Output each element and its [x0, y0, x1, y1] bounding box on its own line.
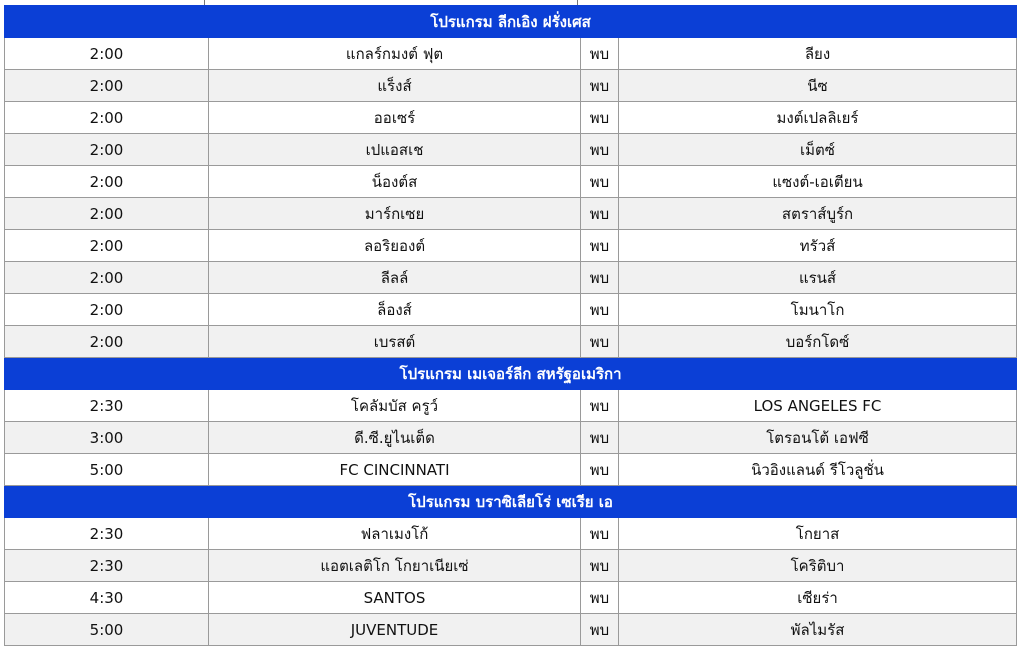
kickoff-time: 2:00: [5, 294, 209, 326]
versus-label: พบ: [581, 230, 619, 262]
home-team: ออเซร์: [209, 102, 581, 134]
match-row: [5, 326, 1017, 358]
kickoff-time: 4:30: [5, 582, 209, 614]
home-team: แอตเลติโก โกยาเนียเซ่: [209, 550, 581, 582]
match-row: [5, 134, 1017, 166]
section-header: [5, 358, 1017, 390]
versus-label: พบ: [581, 390, 619, 422]
away-team: โตรอนโต้ เอฟซี: [619, 422, 1017, 454]
section-title: โปรแกรม เมเจอร์ลีก สหรัฐอเมริกา: [5, 358, 1017, 390]
versus-label: พบ: [581, 326, 619, 358]
match-row: [5, 230, 1017, 262]
match-row: [5, 518, 1017, 550]
home-team: ลีลล์: [209, 262, 581, 294]
home-team: แกลร์กมงต์ ฟุต: [209, 38, 581, 70]
match-row: [5, 166, 1017, 198]
versus-label: พบ: [581, 134, 619, 166]
home-team: แร็งส์: [209, 70, 581, 102]
versus-label: พบ: [581, 70, 619, 102]
kickoff-time: 2:00: [5, 70, 209, 102]
home-team: น็องต์ส: [209, 166, 581, 198]
match-row: [5, 102, 1017, 134]
home-team: ล็องส์: [209, 294, 581, 326]
home-team: เปแอสเช: [209, 134, 581, 166]
versus-label: พบ: [581, 294, 619, 326]
away-team: บอร์กโดซ์: [619, 326, 1017, 358]
kickoff-time: 2:00: [5, 134, 209, 166]
fixtures-table: [4, 5, 1017, 646]
kickoff-time: 2:30: [5, 518, 209, 550]
away-team: ลียง: [619, 38, 1017, 70]
match-row: [5, 422, 1017, 454]
match-row: [5, 294, 1017, 326]
kickoff-time: 2:00: [5, 102, 209, 134]
fixtures-body: [5, 6, 1017, 646]
kickoff-time: 2:00: [5, 230, 209, 262]
home-team: เบรสต์: [209, 326, 581, 358]
kickoff-time: 5:00: [5, 614, 209, 646]
away-team: แซงต์-เอเตียน: [619, 166, 1017, 198]
home-team: JUVENTUDE: [209, 614, 581, 646]
kickoff-time: 5:00: [5, 454, 209, 486]
versus-label: พบ: [581, 582, 619, 614]
versus-label: พบ: [581, 422, 619, 454]
versus-label: พบ: [581, 38, 619, 70]
away-team: มงต์เปลลิเยร์: [619, 102, 1017, 134]
away-team: แรนส์: [619, 262, 1017, 294]
versus-label: พบ: [581, 102, 619, 134]
kickoff-time: 2:00: [5, 38, 209, 70]
home-team: โคลัมบัส ครูว์: [209, 390, 581, 422]
kickoff-time: 2:00: [5, 166, 209, 198]
home-team: ลอริยองต์: [209, 230, 581, 262]
versus-label: พบ: [581, 518, 619, 550]
match-row: [5, 454, 1017, 486]
section-header: [5, 486, 1017, 518]
away-team: เม็ตซ์: [619, 134, 1017, 166]
home-team: SANTOS: [209, 582, 581, 614]
away-team: โกยาส: [619, 518, 1017, 550]
away-team: สตราส์บูร์ก: [619, 198, 1017, 230]
versus-label: พบ: [581, 454, 619, 486]
home-team: ดี.ซี.ยูไนเต็ด: [209, 422, 581, 454]
kickoff-time: 2:30: [5, 550, 209, 582]
section-title: โปรแกรม บราซิเลียโร่ เซเรีย เอ: [5, 486, 1017, 518]
home-team: FC CINCINNATI: [209, 454, 581, 486]
away-team: ทรัวส์: [619, 230, 1017, 262]
versus-label: พบ: [581, 166, 619, 198]
versus-label: พบ: [581, 262, 619, 294]
kickoff-time: 2:00: [5, 198, 209, 230]
kickoff-time: 2:00: [5, 262, 209, 294]
away-team: เซียร่า: [619, 582, 1017, 614]
match-row: [5, 614, 1017, 646]
away-team: โคริติบา: [619, 550, 1017, 582]
away-team: โมนาโก: [619, 294, 1017, 326]
match-row: [5, 582, 1017, 614]
section-header: [5, 6, 1017, 38]
kickoff-time: 2:00: [5, 326, 209, 358]
kickoff-time: 3:00: [5, 422, 209, 454]
home-team: ฟลาเมงโก้: [209, 518, 581, 550]
away-team: นิวอิงแลนด์ รีโวลูชั่น: [619, 454, 1017, 486]
section-title: โปรแกรม ลีกเอิง ฝรั่งเศส: [5, 6, 1017, 38]
kickoff-time: 2:30: [5, 390, 209, 422]
match-row: [5, 70, 1017, 102]
versus-label: พบ: [581, 614, 619, 646]
away-team: LOS ANGELES FC: [619, 390, 1017, 422]
match-row: [5, 550, 1017, 582]
match-row: [5, 262, 1017, 294]
versus-label: พบ: [581, 550, 619, 582]
away-team: นีซ: [619, 70, 1017, 102]
versus-label: พบ: [581, 198, 619, 230]
match-row: [5, 390, 1017, 422]
match-row: [5, 38, 1017, 70]
match-row: [5, 198, 1017, 230]
away-team: พัลไมรัส: [619, 614, 1017, 646]
home-team: มาร์กเซย: [209, 198, 581, 230]
